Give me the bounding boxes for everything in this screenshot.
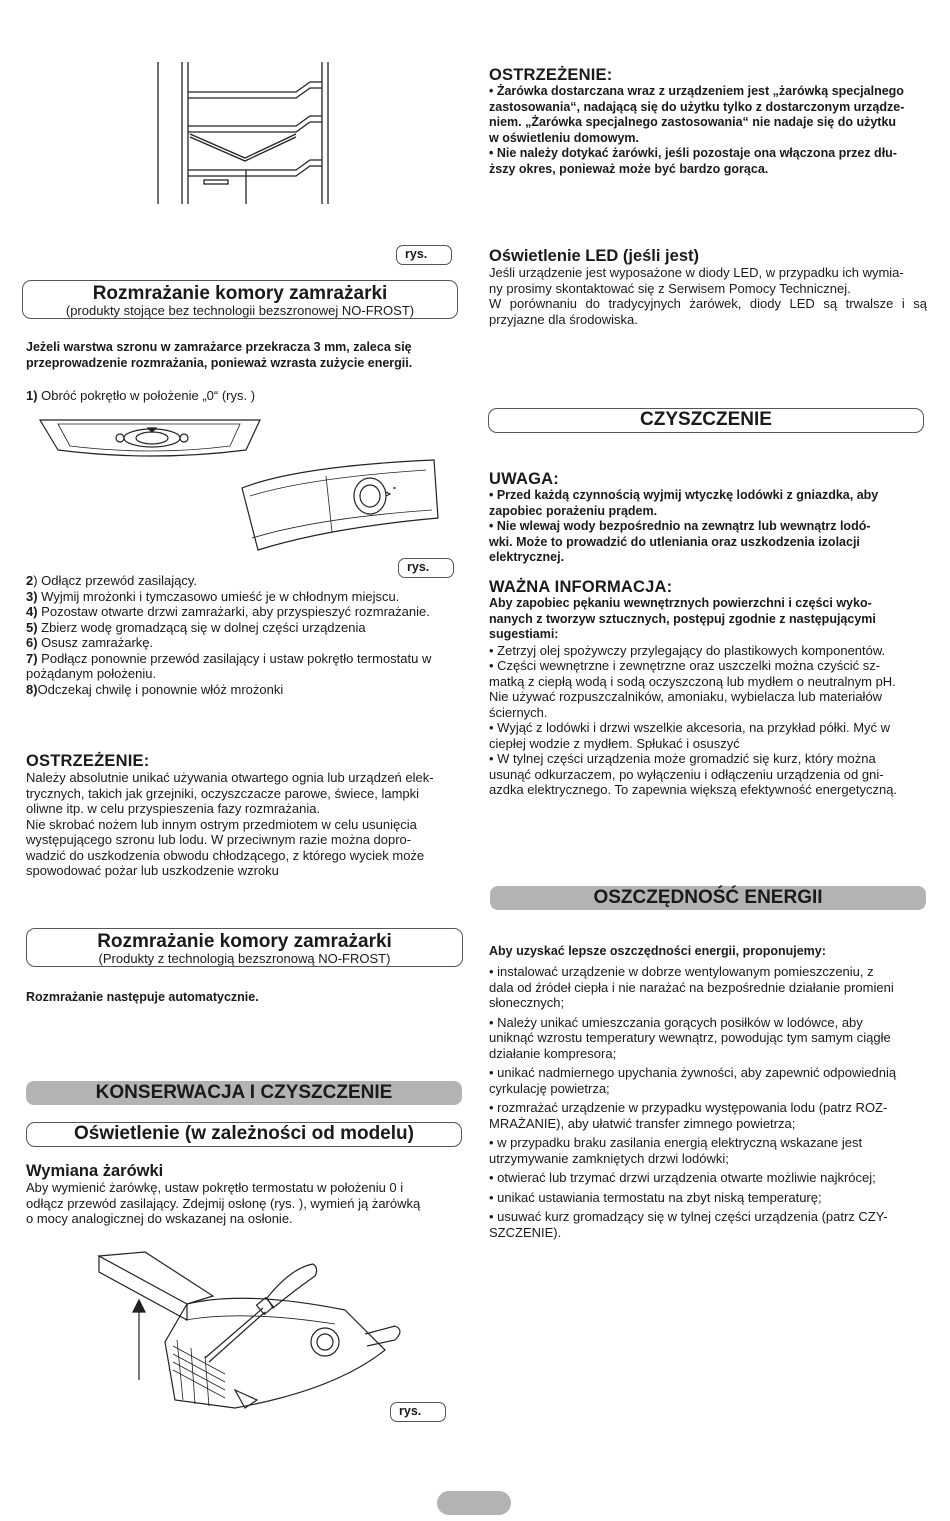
defrost1-step1 [26,388,462,404]
led-title: Oświetlenie LED (jeśli jest) [489,247,699,265]
warning-top-title: OSTRZEŻENIE: [489,66,613,84]
energy-item-line: cyrkulację powietrza; [489,1080,610,1096]
defrost-step [26,666,462,682]
uwaga-line: zapobiec porażeniu prądem. [489,503,658,518]
warning-top-line: ższy okres, ponieważ może być bardzo gorąca. [489,161,769,176]
step-number: 1) [26,388,38,403]
important-info-line: ciepłej wodzie z mydłem. Spłukać i osuszyć [489,735,740,751]
defrost-step [26,604,462,620]
energy-item-line: • Należy unikać umieszczania gorących posiłków w lodówce, aby [489,1014,863,1030]
lighting-header [26,1122,462,1147]
energy-item-line: MRAŻANIE), aby ułatwić transfer zimnego powietrza; [489,1115,796,1131]
important-info-line: • Wyjąć z lodówki i drzwi wszelkie akcesoria, na przykład półki. Myć w [489,720,891,735]
energy-item-line: dala od źródeł ciepła i nie narażać na bezpośrednie działanie promieni [489,979,894,995]
step-text: pożądanym położeniu. [26,666,157,681]
step-number: 8) [26,681,38,697]
energy-item-line: działanie kompresora; [489,1045,617,1061]
warning-top-line: zastosowania“, nadającą się do użytku tylko z dostarczonym urządze- [489,99,905,114]
uwaga-line: • Przed każdą czynnością wyjmij wtyczkę lodówki z gniazdka, aby [489,488,879,502]
led-line: ny prosimy skontaktować się z Serwisem Pomocy Technicznej. [489,280,851,296]
step-text: Podłącz ponownie przewód zasilający i ustaw pokrętło termostatu w [37,650,432,666]
step-text: Odczekaj chwilę i ponownie włóż mrożonki [37,681,284,697]
important-info-bold-line: nanych z tworzyw sztucznych, postępuj zgodnie z następującymi [489,611,876,626]
energy-item-line: utrzymywanie zamkniętych drzwi lodówki; [489,1150,729,1166]
defrost-step [26,651,462,667]
warning-mid-line: oliwne itp. w celu przyspieszenia fazy rozmrażania. [26,801,321,816]
warning-mid-title: OSTRZEŻENIE: [26,752,150,770]
cleaning-header [488,408,924,433]
important-info-line: • Zetrzyj olej spożywczy przylegający do plastikowych komponentów. [489,642,886,658]
defrost2-title: Rozmrażanie komory zamrażarki [97,931,392,952]
important-info-section [489,578,927,798]
important-info-bold-line: Aby zapobiec pękaniu wewnętrznych powierzchni i części wyko- [489,596,872,610]
step-text: Obróć pokrętło w położenie „0“ (rys. ) [37,388,256,403]
energy-item [489,1015,927,1062]
warning-mid-line: Należy absolutnie unikać używania otwartego ognia lub urządzeń elek- [26,770,434,785]
energy-item [489,1135,927,1166]
defrost-nofrost-absent-header [22,280,458,319]
energy-item-line: • usuwać kurz gromadzący się w tylnej części urządzenia (patrz CZY- [489,1209,888,1224]
uwaga-title: UWAGA: [489,470,559,488]
energy-item-line: uniknąć wzrostu temperatury wewnątrz, powodując tym samym ciągłe [489,1030,891,1045]
energy-item-line: • w przypadku braku zasilania energią elektryczną wskazane jest [489,1135,863,1150]
thermostat-housing-illustration [238,458,443,558]
bulb-section [26,1162,462,1227]
energy-item-line: • unikać ustawiania termostatu na zbyt niską temperaturę; [489,1189,822,1205]
thermostat-knob-illustration [40,412,270,460]
fridge-shelves-illustration [150,58,350,208]
step-text: Pozostaw otwarte drzwi zamrażarki, aby przyspieszyć rozmrażanie. [37,604,430,619]
bulb-line: o mocy analogicznej do wskazanej na osłonie. [26,1211,293,1226]
important-info-line: • Części wewnętrzne i zewnętrzne oraz uszczelki można czyścić sz- [489,658,881,673]
uwaga-line: elektrycznej. [489,550,565,564]
defrost1-intro-line: Jeżeli warstwa szronu w zamrażarce przekracza 3 mm, zaleca się [26,340,412,354]
figure-label: rys. [396,245,452,265]
important-info-line: matką z ciepłą wodą i sodą oczyszczoną lub mydłem o neutralnym pH. [489,673,896,689]
important-info-line: ściernych. [489,704,548,720]
uwaga-line: • Nie wlewaj wody bezpośrednio na zewnątrz lub wewnątrz lodó- [489,519,871,533]
energy-bar: OSZCZĘDNOŚĆ ENERGII [490,886,926,910]
defrost2-subtitle: (Produkty z technologią bezszronową NO-FROST) [98,951,391,966]
warning-mid-line: Nie skrobać nożem lub innym ostrym przedmiotem w celu usunięcia [26,816,417,832]
energy-intro: Aby uzyskać lepsze oszczędności energii, proponujemy: [489,944,826,958]
step-number: 7) [26,650,38,666]
page-number-badge [437,1491,511,1515]
warning-top-line: niem. „Żarówka specjalnego zastosowania“ nie nadaje się do użytku [489,115,897,130]
energy-item-line: • unikać nadmiernego upychania żywności, aby zapewnić odpowiednią [489,1065,897,1080]
defrost1-steps [26,573,462,697]
step-number: 3) [26,588,38,604]
led-line: Jeśli urządzenie jest wyposażone w diody LED, w przypadku ich wymia- [489,265,904,280]
defrost-step [26,589,462,605]
warning-top-body [489,84,927,178]
energy-list [489,964,927,1244]
warning-top-line: • Żarówka dostarczana wraz z urządzeniem jest „żarówką specjalnego [489,84,904,98]
step-text: Zbierz wodę gromadzącą się w dolnej części urządzenia [37,619,366,635]
warning-mid-line: spowodować pożar lub uszkodzenie wzroku [26,863,279,878]
uwaga-line: wki. Może to prowadzić do utleniania oraz uszkodzenia izolacji [489,534,860,549]
defrost-step [26,620,462,636]
energy-item [489,1065,927,1096]
step-number: 6) [26,635,38,650]
energy-item [489,1209,927,1240]
warning-mid-line: wadzić do uszkodzenia obwodu chłodzącego, z którego wyciek może [26,847,425,863]
bulb-title: Wymiana żarówki [26,1162,164,1180]
bulb-line: odłącz przewód zasilający. Zdejmij osłonę (rys. ), wymień ją żarówką [26,1195,421,1211]
energy-item [489,1170,927,1186]
step-text: ) Odłącz przewód zasilający. [33,573,197,588]
led-line: W porównaniu do tradycyjnych żarówek, diody LED są trwalsze i są [489,296,927,311]
important-info-bold-line: sugestiami: [489,627,559,641]
defrost2-text: Rozmrażanie następuje automatycznie. [26,990,259,1004]
figure-label: rys. [398,558,454,578]
defrost-step [26,635,462,651]
energy-item [489,1100,927,1131]
defrost1-subtitle: (produkty stojące bez technologii bezszronowej NO-FROST) [65,303,415,318]
maintenance-bar: KONSERWACJA I CZYSZCZENIE [26,1081,462,1105]
warning-mid-line: trycznych, takich jak grzejniki, oczyszczacze parowe, świece, lampki [26,785,420,801]
cleaning-title: CZYSZCZENIE [640,409,772,430]
step-text: Wyjmij mrożonki i tymczasowo umieść je w chłodnym miejscu. [37,588,400,604]
important-info-title: WAŻNA INFORMACJA: [489,578,673,596]
led-line: przyjazne dla środowiska. [489,311,638,327]
defrost-step [26,573,462,589]
defrost-step [26,682,462,698]
step-number: 2 [26,573,34,588]
uwaga-section [489,470,927,566]
step-number: 4) [26,604,38,619]
step-number: 5) [26,619,38,635]
led-section [489,247,927,327]
energy-item-line: • otwierać lub trzymać drzwi urządzenia otwarte możliwie najkrócej; [489,1170,876,1185]
energy-item [489,964,927,1011]
bulb-cover-removal-illustration [95,1250,415,1420]
defrost1-intro [26,340,462,371]
warning-mid-line: występującego szronu lub lodu. W przeciwnym razie można dopro- [26,832,412,847]
bulb-line: Aby wymienić żarówkę, ustaw pokrętło termostatu w położeniu 0 i [26,1180,404,1195]
energy-item-line: • instalować urządzenie w dobrze wentylowanym pomieszczeniu, z [489,964,874,979]
warning-top-line: w oświetleniu domowym. [489,130,640,145]
important-info-line: Nie używać rozpuszczalników, amoniaku, wybielacza lub materiałów [489,689,883,704]
defrost-nofrost-header [26,928,463,967]
important-info-line: • W tylnej części urządzenia może gromadzić się kurz, który można [489,751,876,766]
important-info-line: usunąć odkurzaczem, po wyłączeniu i odłączeniu urządzenia od gni- [489,766,884,782]
warning-top-line: • Nie należy dotykać żarówki, jeśli pozostaje ona włączona przez dłu- [489,146,897,161]
energy-item-line: • rozmrażać urządzenie w przypadku występowania lodu (patrz ROZ- [489,1100,888,1115]
important-info-line: azdka elektrycznego. To zapewnia większą efektywność energetyczną. [489,782,898,797]
defrost1-title: Rozmrażanie komory zamrażarki [92,283,388,304]
energy-item-line: SZCZENIE). [489,1224,562,1240]
figure-label: rys. [390,1402,446,1422]
lighting-title: Oświetlenie (w zależności od modelu) [74,1123,414,1144]
step-text: Osusz zamrażarkę. [37,635,154,650]
warning-top-section [489,66,927,178]
defrost1-intro-line: przeprowadzenie rozmrażania, ponieważ wzrasta zużycie energii. [26,355,413,370]
warning-mid-section [26,752,462,879]
energy-item-line: słonecznych; [489,995,565,1010]
energy-item [489,1190,927,1206]
